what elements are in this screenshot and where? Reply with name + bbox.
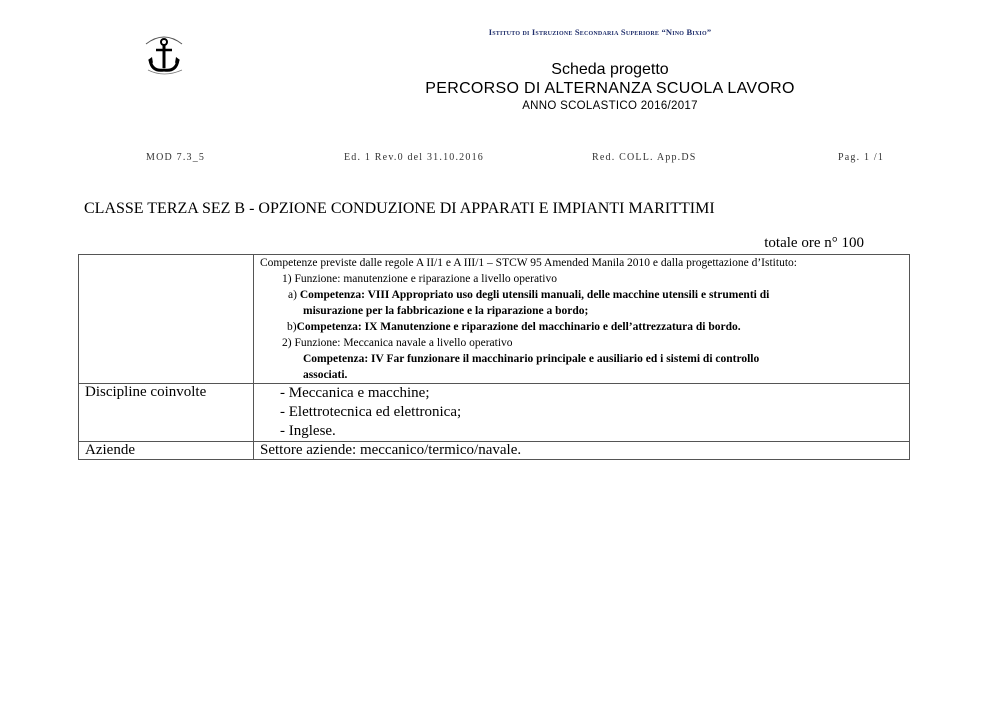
table-row (79, 384, 910, 442)
school-year: ANNO SCOLASTICO 2016/2017 (522, 100, 698, 112)
competences-cell (254, 255, 910, 384)
list-item: - Elettrotecnica ed elettronica; (280, 404, 462, 420)
institute-name: Istituto di Istruzione Secondaria Superiore “Nino Bixio” (488, 27, 712, 37)
total-hours: totale ore n° 100 (764, 235, 864, 251)
edition-info: Ed. 1 Rev.0 del 31.10.2016 (344, 152, 484, 163)
empty-label-cell (79, 255, 254, 384)
companies-label: Aziende (79, 442, 254, 460)
mod-code: MOD 7.3_5 (146, 152, 206, 163)
competence-c: Competenza: IV Far funzionare il macchinario principale e ausiliario ed i sistemi di controllo (303, 353, 760, 365)
competence-a: a) Competenza: VIII Appropriato uso degli utensili manuali, delle macchine utensili e strumenti di (288, 289, 770, 301)
disciplines-list (254, 384, 910, 442)
table-row (79, 442, 910, 460)
school-logo (138, 30, 190, 76)
redaction-info: Red. COLL. App.DS (592, 152, 697, 163)
class-heading: CLASSE TERZA SEZ B - OPZIONE CONDUZIONE DI APPARATI E IMPIANTI MARITTIMI (84, 200, 715, 217)
project-table (78, 254, 910, 460)
competence-a-continued: misurazione per la fabbricazione e la riparazione a bordo; (303, 305, 589, 317)
disciplines-label: Discipline coinvolte (79, 384, 254, 442)
function-1: 1) Funzione: manutenzione e riparazione a livello operativo (282, 273, 557, 285)
function-2: 2) Funzione: Meccanica navale a livello operativo (282, 337, 513, 349)
document-subtitle: PERCORSO DI ALTERNANZA SCUOLA LAVORO (425, 80, 795, 97)
document-title: Scheda progetto (551, 61, 669, 78)
page-number: Pag. 1 /1 (838, 152, 885, 163)
list-item: - Inglese. (280, 423, 336, 439)
competence-c-continued: associati. (303, 369, 348, 381)
competences-intro: Competenze previste dalle regole A II/1 e A III/1 – STCW 95 Amended Manila 2010 e dalla progettazione d’Istituto: (260, 257, 797, 269)
companies-value: Settore aziende: meccanico/termico/navale. (254, 442, 910, 460)
competence-b: b)Competenza: IX Manutenzione e riparazione del macchinario e dell’attrezzatura di bordo. (287, 321, 741, 333)
table-row (79, 255, 910, 384)
list-item: - Meccanica e macchine; (280, 385, 430, 401)
